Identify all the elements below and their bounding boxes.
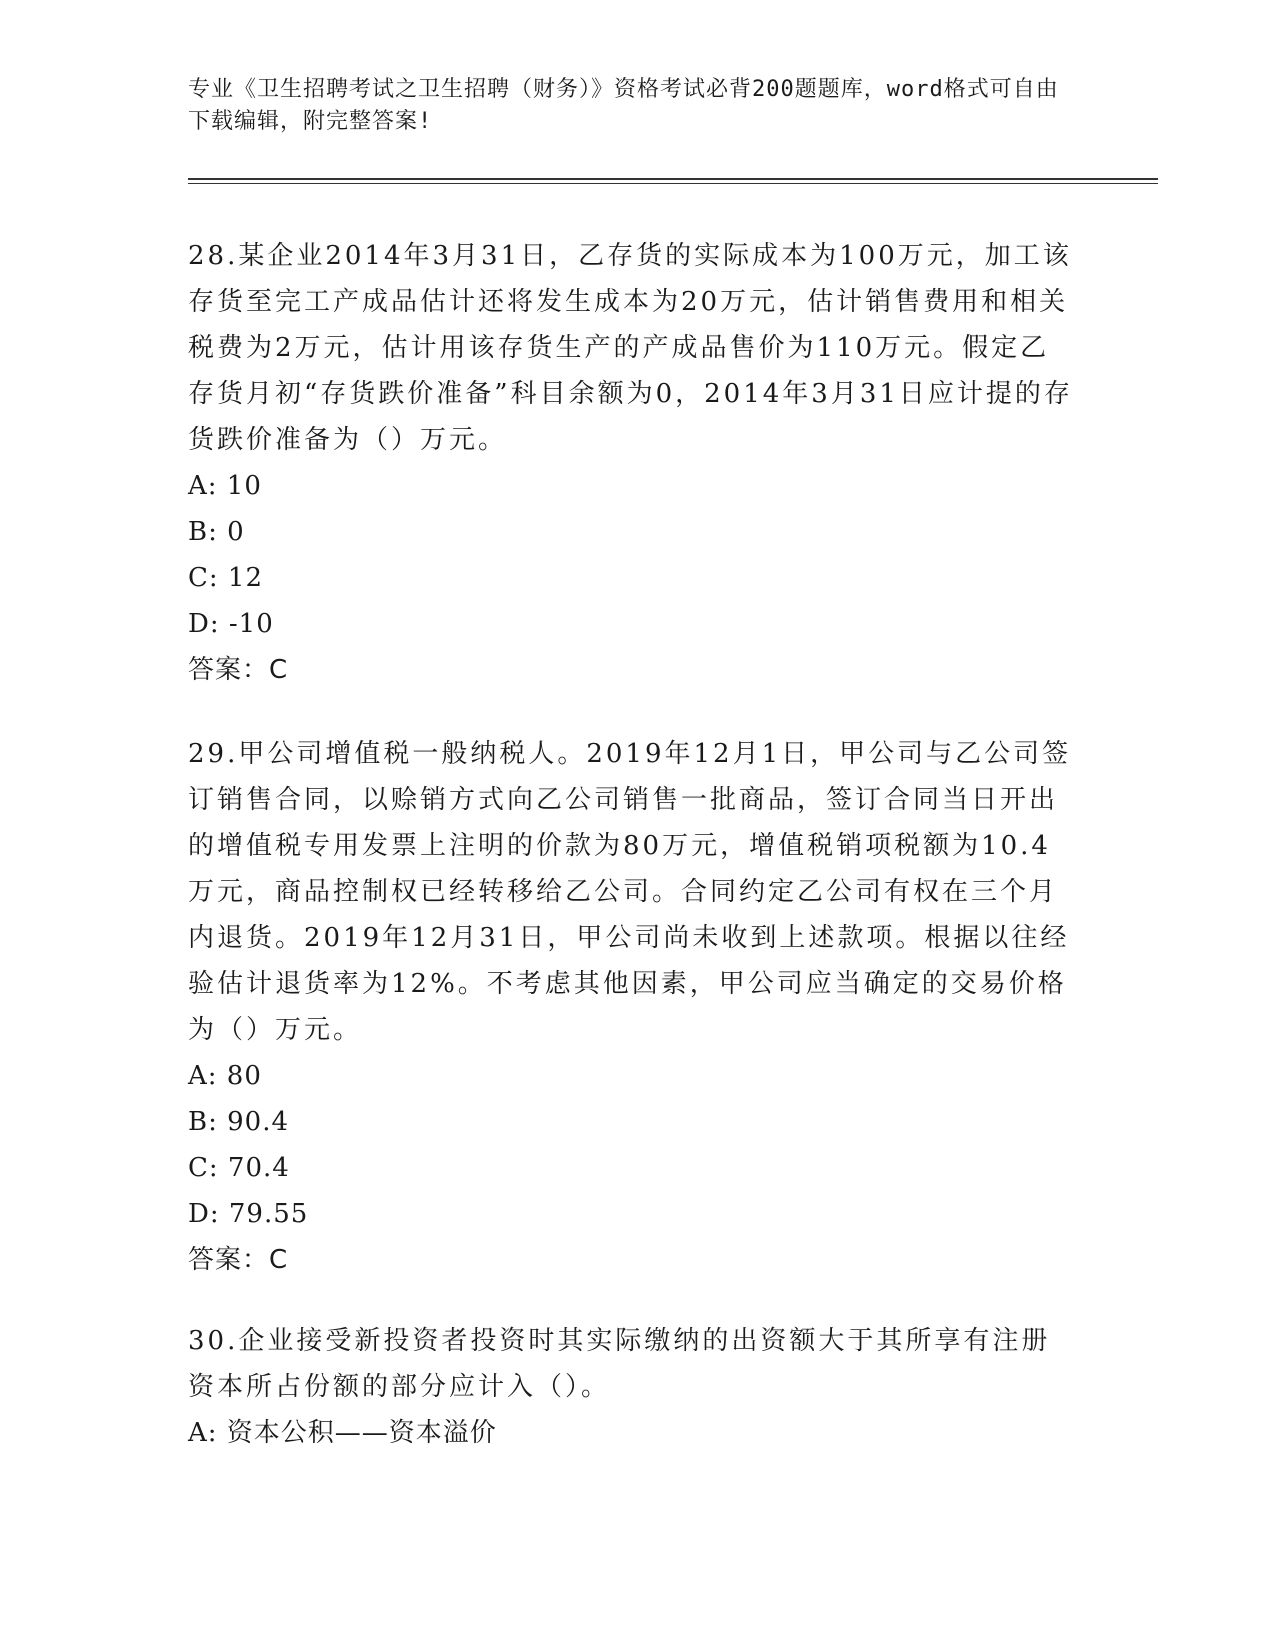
answer-label: 答案：C (188, 655, 289, 685)
option-d: D: -10 (188, 609, 274, 639)
question-stem: 30.企业接受新投资者投资时其实际缴纳的出资额大于其所享有注册资本所占份额的部分应计入（）。 (188, 1326, 1051, 1402)
header-divider (188, 178, 1158, 184)
option-a: A: 10 (188, 471, 262, 501)
option-a: A: 80 (188, 1061, 262, 1091)
option-a: A: 资本公积——资本溢价 (188, 1418, 497, 1448)
document-header: 专业《卫生招聘考试之卫生招聘（财务）》资格考试必背200题题库，word格式可自由下载编辑，附完整答案! (188, 77, 1059, 134)
option-b: B: 0 (188, 517, 245, 547)
question-stem: 28.某企业2014年3月31日，乙存货的实际成本为100万元，加工该存货至完工产成品估计还将发生成本为20万元，估计销售费用和相关税费为2万元，估计用该存货生产的产成品售价为110万元。假定乙存货月初“存货跌价准备”科目余额为0，2014年3月31日应计提的存货跌价准备为（）万元。 (188, 241, 1073, 455)
option-b: B: 90.4 (188, 1107, 290, 1137)
option-d: D: 79.55 (188, 1199, 309, 1229)
question-30 (188, 1318, 1078, 1456)
answer-label: 答案：C (188, 1245, 289, 1275)
question-28 (188, 233, 1078, 693)
question-29 (188, 731, 1078, 1283)
option-c: C: 70.4 (188, 1153, 290, 1183)
question-stem: 29.甲公司增值税一般纳税人。2019年12月1日，甲公司与乙公司签订销售合同，以赊销方式向乙公司销售一批商品，签订合同当日开出的增值税专用发票上注明的价款为80万元，增值税销项税额为10.4万元，商品控制权已经转移给乙公司。合同约定乙公司有权在三个月内退货。2019年12月31日，甲公司尚未收到上述款项。根据以往经验估计退货率为12%。不考虑其他因素，甲公司应当确定的交易价格为（）万元。 (188, 739, 1072, 1045)
option-c: C: 12 (188, 563, 264, 593)
